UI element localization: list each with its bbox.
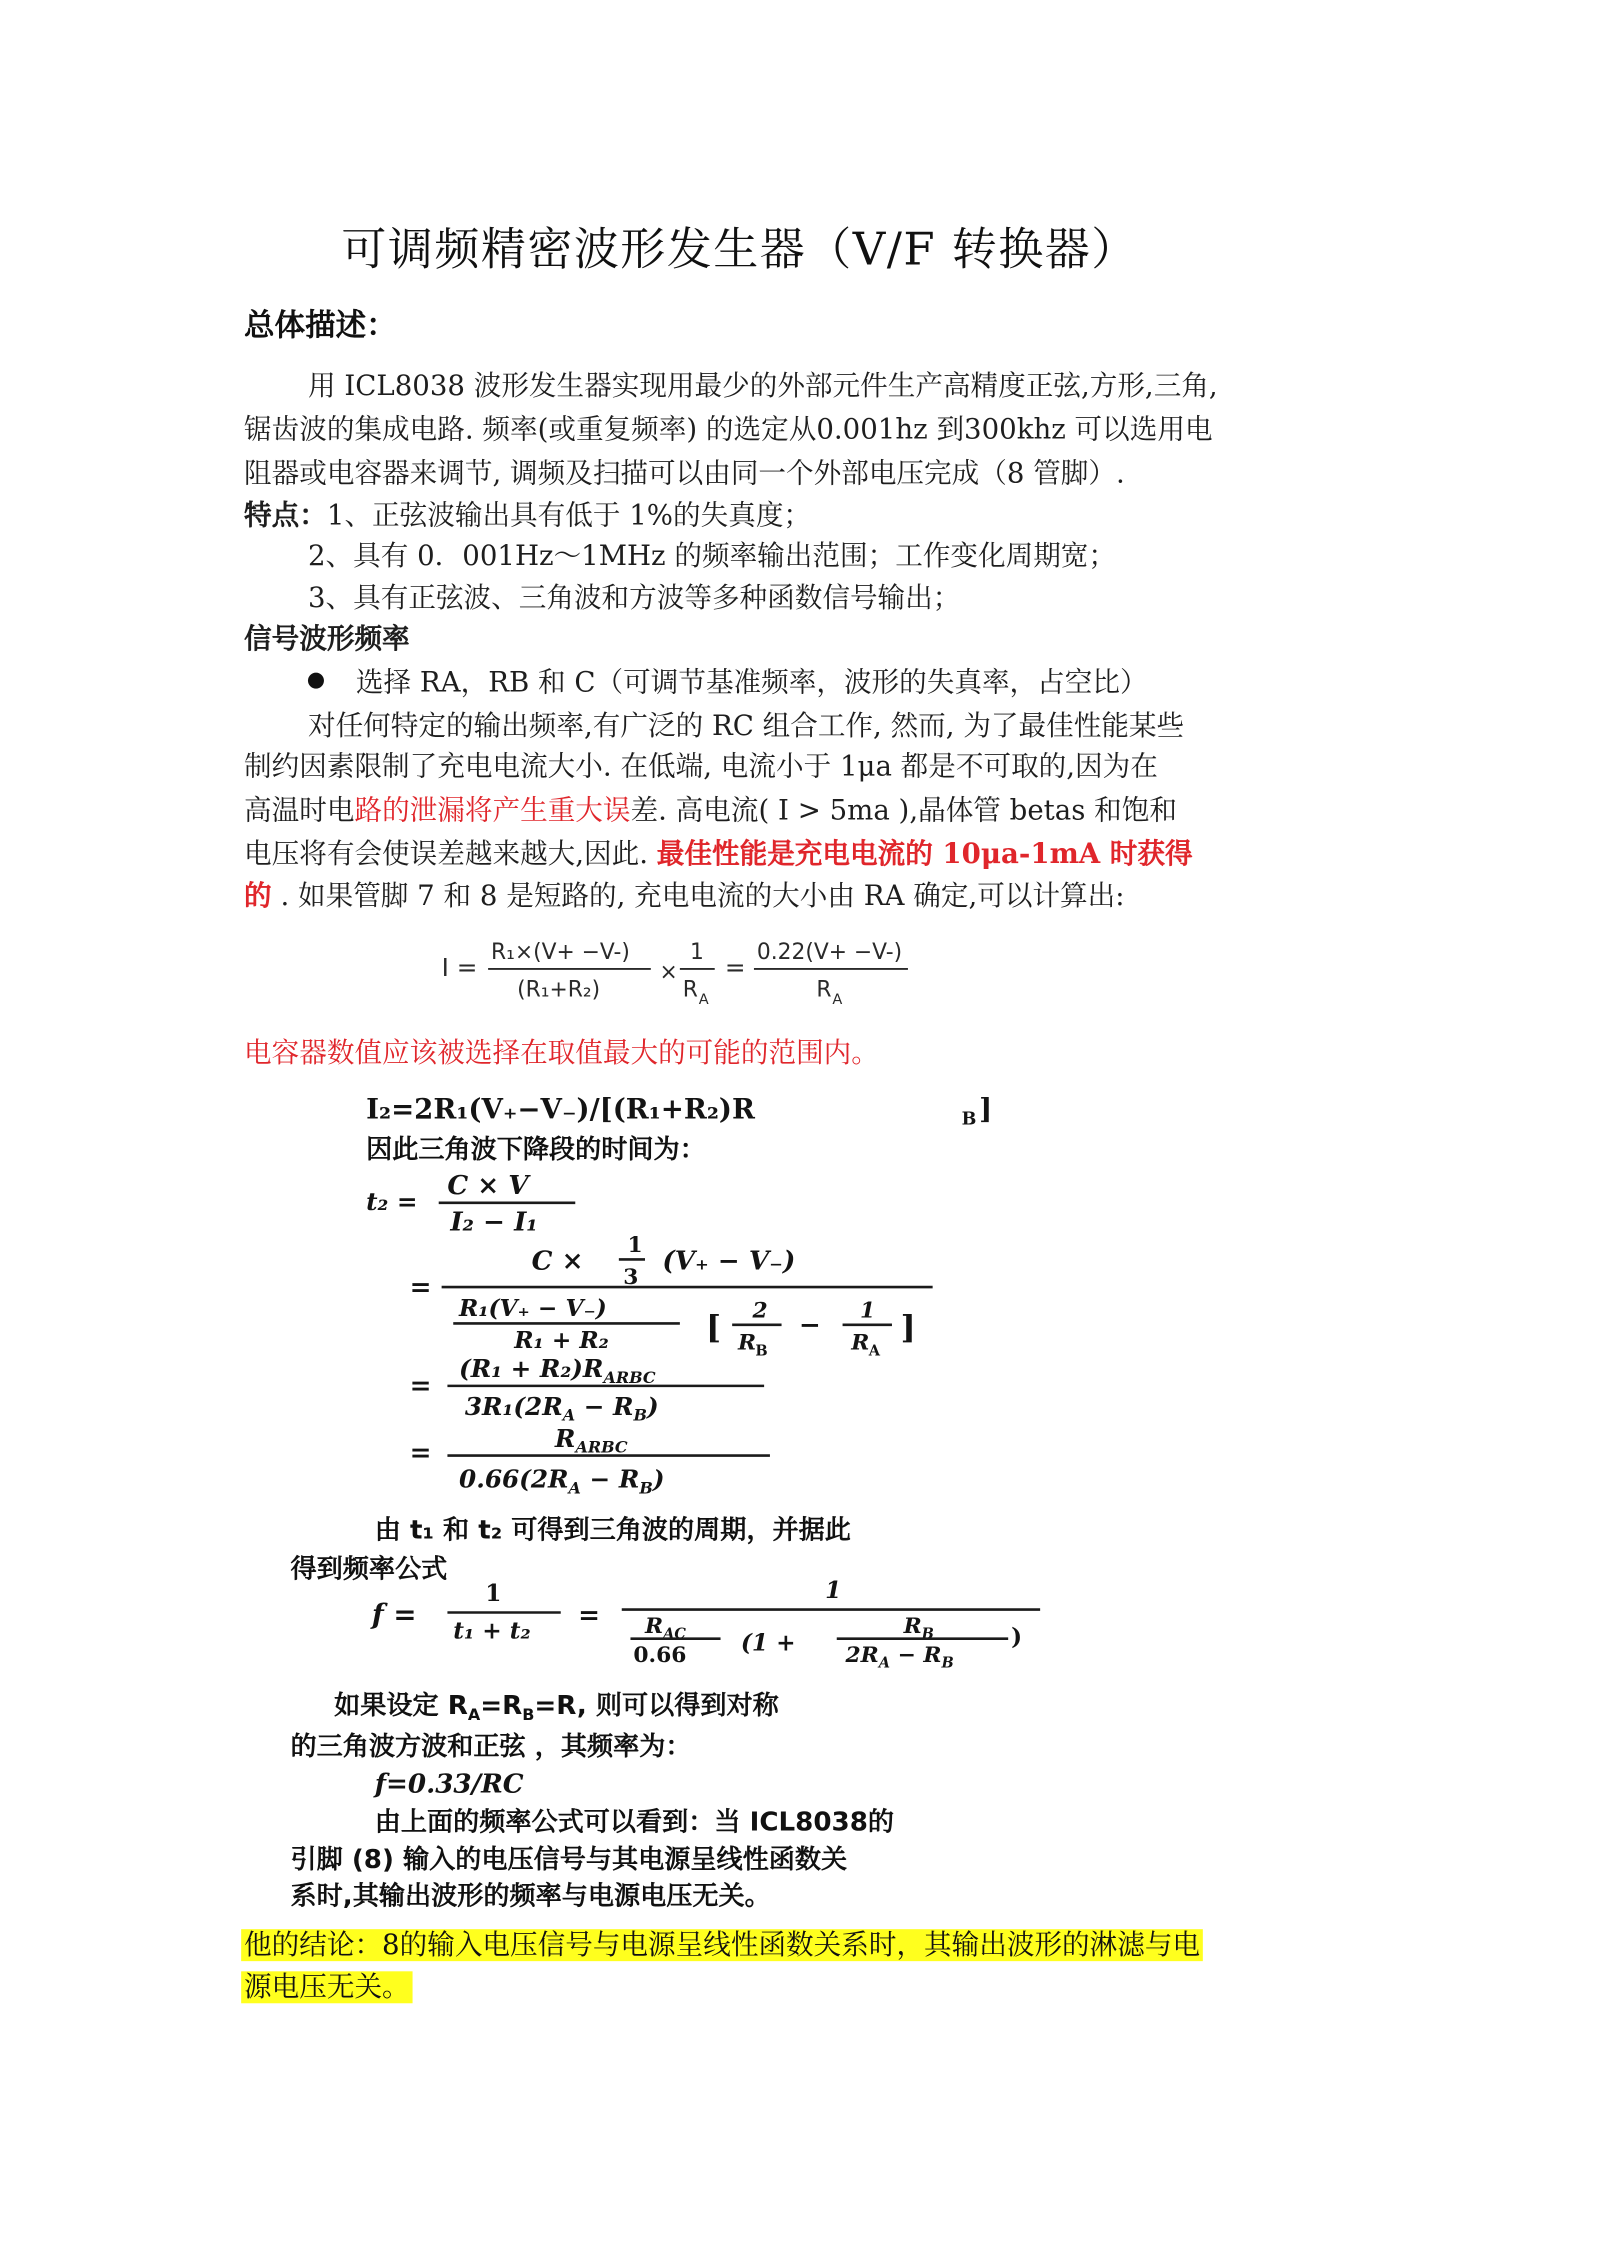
period-text-1: 由 t₁ 和 t₂ 可得到三角波的周期，并据此 [374,1515,851,1546]
conclusion-line-1 [241,1925,1203,1966]
formula-num-1: R₁×(V+ −V-) [491,939,630,965]
two-num: 2 [752,1298,768,1324]
set-l1-e: =R, 则可以得到对称 [534,1691,779,1722]
formula-den-1: (R₁+R₂) [517,977,601,1003]
formula-lhs: I = [441,953,478,983]
two-ra-rb-b: A [878,1654,891,1672]
features-line-1 [244,494,811,538]
set-line-1 [334,1691,780,1724]
bracket-close: ] [900,1307,916,1346]
step4-num-a: R [554,1423,576,1453]
body-line-3 [244,789,1177,833]
third-den: 3 [623,1265,639,1291]
t2-lhs: t₂ = [366,1187,418,1217]
formula-times: × [659,960,678,986]
formula-num-2: 1 [690,939,704,965]
step4-den-b: A [568,1478,581,1498]
body-line-4 [244,832,1193,876]
point66: 0.66 [633,1642,687,1668]
cv-num: C × V [447,1170,529,1202]
conclusion-text-2: 源电压无关。 [241,1971,412,2003]
set-line-2: 的三角波方波和正弦 ，其频率为： [290,1731,692,1762]
f-one: 1 [485,1579,502,1607]
formula-den-3: R [816,977,832,1003]
ra-den: R [851,1330,870,1356]
step4-den-a: 0.66(2R [459,1464,569,1494]
step3-den-a: 3R₁(2R [464,1391,563,1421]
derivation-figure [285,1081,1128,1909]
one-num: 1 [859,1298,876,1324]
formula-num-3: 0.22(V+ −V-) [756,939,903,965]
scan-conclusion-2: 引脚 (8) 输入的电压信号与其电源呈线性函数关 [290,1845,848,1876]
i2-sub: B [961,1109,977,1130]
scan-conclusion-3: 系时,其输出波形的频率与电源电压无关。 [290,1881,771,1909]
features-label: 特点： [244,499,327,532]
eq-step4: = [409,1437,432,1469]
f-one-b: 1 [825,1576,842,1604]
rb2-b: B [921,1625,934,1643]
step4-den-d: B [639,1478,653,1498]
i2-formula: I₂=2R₁(V₊−V₋)/[(R₁+R₂)R [366,1092,755,1126]
body-line-3-a: 高温时电 [244,794,355,827]
step4-den-e: ) [652,1464,665,1494]
two-ra-rb-d: B [941,1654,954,1672]
f-lhs: f = [371,1598,417,1632]
t1t2: t₁ + t₂ [453,1617,531,1645]
body-line-4-red: 最佳性能是充电电流的 10μa-1mA 时获得 [656,838,1193,871]
bullet-text: 选择 RA，RB 和 C（可调节基准频率，波形的失真率，占空比） [355,666,1148,699]
step3-den-d: B [633,1405,648,1425]
two-ra-rb [844,1643,953,1672]
feature-item-1: 1、正弦波输出具有低于 1%的失真度； [326,499,812,532]
step3-num [459,1354,656,1387]
step3-den-c: − R [575,1391,634,1421]
formula-eq: = [724,953,746,983]
ra-den-sub: A [868,1342,880,1360]
step3-den-e: ) [647,1391,659,1421]
set-l1-c: =R [480,1691,523,1722]
overview-heading: 总体描述： [244,307,397,343]
fall-time-text: 因此三角波下降段的时间为： [366,1134,706,1165]
body-line-4-a: 电压将有会使误差越来越大,因此. [244,838,657,871]
set-l1-d: B [522,1704,535,1724]
eq-step3: = [409,1370,432,1402]
rb-den: R [737,1330,757,1356]
formula-den-2-sub: A [698,991,709,1008]
third-num: 1 [627,1233,643,1259]
rac-b: AC [663,1625,686,1643]
rb2-a: R [903,1613,922,1639]
bullet-icon [308,673,324,689]
two-ra-rb-a: 2R [845,1642,879,1668]
bullet-item [308,661,1148,705]
f-eq: = [578,1600,601,1632]
body-line-5-b: . 如果管脚 7 和 8 是短路的, 充电电流的大小由 RA 确定,可以计算出: [271,880,1125,913]
body-line-5-red: 的 [244,880,272,913]
step4-num-b: AR [575,1437,602,1457]
set-l1-a: 如果设定 R [334,1691,468,1722]
r1r2: R₁ + R₂ [514,1327,609,1355]
formula-current [436,924,930,1017]
set-l1-b: A [467,1704,481,1724]
c-times: C × [531,1245,584,1277]
formula-den-3-sub: A [832,991,843,1008]
signal-heading: 信号波形频率 [244,623,410,656]
scan-conclusion-1: 由上面的频率公式可以看到：当 ICL8038的 [374,1807,895,1838]
step3-num-b: AR [603,1367,630,1387]
conclusion-text-1: 他的结论：8的输入电压信号与电源呈线性函数关系时，其输出波形的淋滤与电 [241,1929,1203,1961]
paren-open: (1 + [740,1629,796,1657]
paren-close: ) [1011,1623,1023,1651]
body-line-3-c: 差. 高电流( I > 5ma ),晶体管 betas 和饱和 [630,794,1177,827]
step4-num-c: BC [601,1437,628,1457]
capacitor-note: 电容器数值应该被选择在取值最大的可能的范围内。 [244,1037,879,1070]
body-line-5 [244,875,1124,919]
step4-den-c: − R [580,1464,640,1494]
document-title: 可调频精密波形发生器（V/F 转换器） [341,223,1138,277]
i2i1-den: I₂ − I₁ [450,1206,538,1238]
i2-end: ] [979,1092,993,1126]
two-ra-rb-c: − R [890,1642,942,1668]
step3-den [465,1392,659,1425]
formula-den-2: R [682,977,698,1003]
period-text-2: 得到频率公式 [290,1554,448,1585]
f-final: f=0.33/RC [374,1768,524,1800]
conclusion-line-2 [241,1967,412,2008]
bracket-open: [ [706,1307,722,1346]
rb-den-sub: B [755,1342,768,1360]
rac-a: R [644,1613,664,1639]
overview-line-2: 锯齿波的集成电路. 频率(或重复频率) 的选定从0.001hz 到300khz 可以选用电 [244,414,1213,446]
body-line-2: 制约因素限制了充电电流大小. 在低端, 电流小于 1μa 都是不可取的,因为在 [244,751,1158,784]
overview-line-3: 阻器或电容器来调节, 调频及扫描可以由同一个外部电压完成（8 管脚）. [244,457,1125,490]
step3-num-a: (R₁ + R₂)R [459,1354,604,1384]
vv-num: (V₊ − V₋) [662,1245,796,1277]
feature-item-2: 2、具有 0．001Hz～1MHz 的频率输出范围；工作变化周期宽； [307,540,1117,573]
overview-line-1: 用 ICL8038 波形发生器实现用最少的外部元件生产高精度正弦,方形,三角, [307,370,1218,403]
body-line-1: 对任何特定的输出频率,有广泛的 RC 组合工作, 然而, 为了最佳性能某些 [307,710,1185,743]
step3-num-c: BC [629,1367,656,1387]
eq-step2: = [409,1271,432,1303]
r1vv: R₁(V₊ − V₋) [459,1295,607,1323]
step3-den-b: A [562,1405,576,1425]
bracket-minus: − [798,1309,821,1341]
body-line-3-red: 路的泄漏将产生重大误 [354,794,631,827]
feature-item-3: 3、具有正弦波、三角波和方波等多种函数信号输出； [307,582,961,615]
step4-den [459,1465,665,1498]
step4-num [554,1424,628,1457]
